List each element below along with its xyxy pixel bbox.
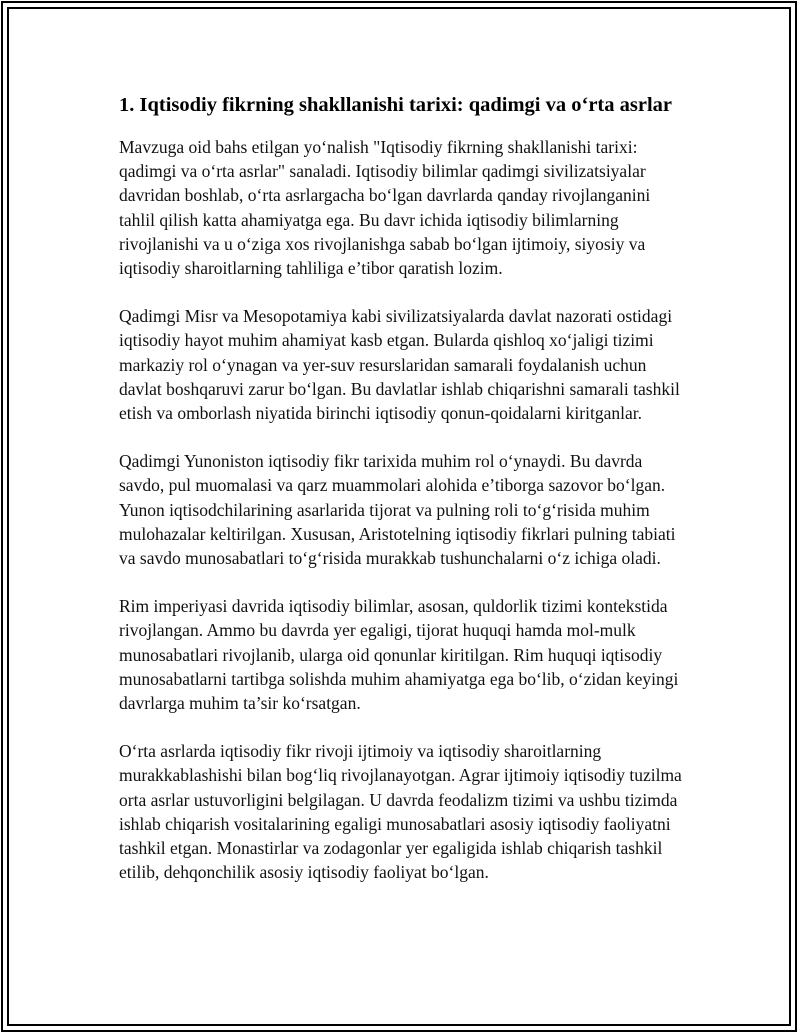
document-body — [119, 91, 689, 908]
paragraph-2: Qadimgi Misr va Mesopotamiya kabi sivilizatsiyalarda davlat nazorati ostidagi iqtisodiy hayot muhim ahamiyat kasb etgan. Bularda qishloq xo‘jaligi tizimi markaziy rol o‘ynagan va yer-suv resurslaridan samarali foydalanish uchun davlat boshqaruvi zarur bo‘lgan. Bu davlatlar ishlab chiqarishni samarali tashkil etish va omborlash niyatida birinchi iqtisodiy qonun-qoidalarni kiritganlar. — [119, 306, 680, 424]
paragraph-1: Mavzuga oid bahs etilgan yo‘nalish "Iqtisodiy fikrning shakllanishi tarixi: qadimgi va o‘rta asrlar" sanaladi. Iqtisodiy bilimlar qadimgi sivilizatsiyalar davridan boshlab, o‘rta asrlargacha bo‘lgan davrlarda qanday rivojlanganini tahlil qilish katta ahamiyatga ega. Bu davr ichida iqtisodiy bilimlarning rivojlanishi va u o‘ziga xos rivojlanishga sabab bo‘lgan ijtimoiy, siyosiy va iqtisodiy sharoitlarning tahliliga e’tibor qaratish lozim. — [119, 137, 651, 279]
paragraph-4: Rim imperiyasi davrida iqtisodiy bilimlar, asosan, quldorlik tizimi kontekstida rivojlangan. Ammo bu davrda yer egaligi, tijorat huquqi hamda mol-mulk munosabatlari rivojlanib, ularga oid qonunlar kiritilgan. Rim huquqi iqtisodiy munosabatlarni tartibga solishda muhim ahamiyatga ega bo‘lib, o‘zidan keyingi davrlarga muhim ta’sir ko‘rsatgan. — [119, 596, 679, 714]
paragraph-3: Qadimgi Yunoniston iqtisodiy fikr tarixida muhim rol o‘ynaydi. Bu davrda savdo, pul muomalasi va qarz muammolari alohida e’tiborga sazovor bo‘lgan. Yunon iqtisodchilarining asarlarida tijorat va pulning roli to‘g‘risida muhim mulohazalar keltirilgan. Xususan, Aristotelning iqtisodiy fikrlari pulning tabiati va savdo munosabatlari to‘g‘risida murakkab tushunchalarni o‘z ichiga oladi. — [119, 451, 676, 569]
section-heading: 1. Iqtisodiy fikrning shakllanishi tarixi: qadimgi va o‘rta asrlar — [119, 94, 672, 116]
paragraph-5: O‘rta asrlarda iqtisodiy fikr rivoji ijtimoiy va iqtisodiy sharoitlarning murakkablashishi bilan bog‘liq rivojlanayotgan. Agrar ijtimoiy iqtisodiy tuzilma orta asrlar ustuvorligini belgilagan. U davrda feodalizm tizimi va ushbu tizimda ishlab chiqarish vositalarining egaligi munosabatlari asosiy iqtisodiy faoliyatni tashkil etgan. Monastirlar va zodagonlar yer egaligida ishlab chiqarish tashkil etilib, dehqonchilik asosiy iqtisodiy faoliyat bo‘lgan. — [119, 741, 682, 883]
